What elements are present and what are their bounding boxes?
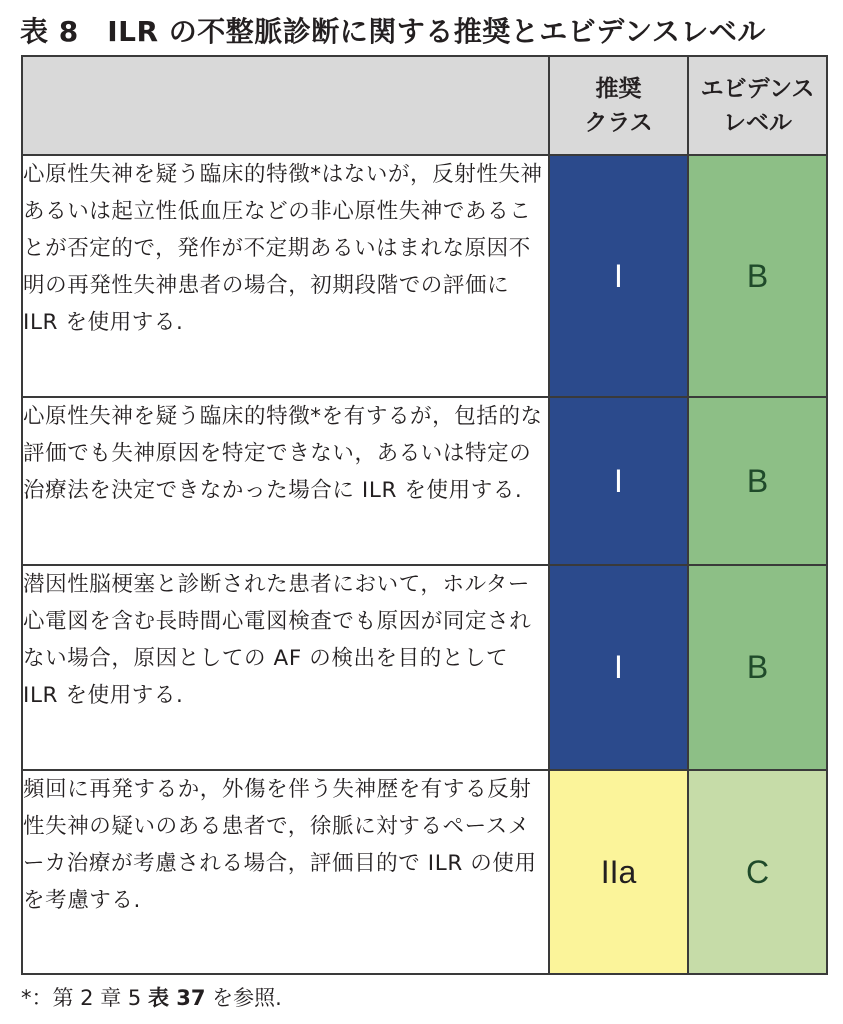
- row-class: I: [549, 155, 688, 397]
- row-description: 潜因性脳梗塞と診断された患者において，ホルター心電図を含む長時間心電図検査でも原因が同定されない場合，原因としての AF の検出を目的として ILR を使用する.: [22, 565, 549, 770]
- table-row: [22, 770, 827, 974]
- row-description: 心原性失神を疑う臨床的特徴*を有するが，包括的な評価でも失神原因を特定できない，あるいは特定の治療法を決定できなかった場合に ILR を使用する.: [22, 397, 549, 565]
- header-class-line2: クラス: [584, 109, 653, 136]
- table-row: [22, 397, 827, 565]
- table-row: [22, 565, 827, 770]
- row-class: IIa: [549, 770, 688, 974]
- row-evidence: B: [688, 155, 827, 397]
- header-evidence-line1: エビデンス: [700, 75, 815, 102]
- header-evidence-cell: [688, 56, 827, 155]
- recommendation-table: [21, 55, 828, 975]
- row-evidence: B: [688, 397, 827, 565]
- row-evidence: C: [688, 770, 827, 974]
- table-row: [22, 155, 827, 397]
- row-description: 心原性失神を疑う臨床的特徴*はないが，反射性失神あるいは起立性低血圧などの非心原性失神であることが否定的で，発作が不定期あるいはまれな原因不明の再発性失神患者の場合，初期段階での評価に ILR を使用する.: [22, 155, 549, 397]
- row-evidence: B: [688, 565, 827, 770]
- table-header-row: [22, 56, 827, 155]
- row-class: I: [549, 397, 688, 565]
- header-evidence-line2: レベル: [723, 109, 792, 136]
- footnote-suffix: を参照.: [205, 986, 282, 1010]
- footnote-prefix: *：第 2 章 5: [21, 986, 148, 1010]
- footnote-table-ref: 表 37: [147, 986, 206, 1010]
- table-title: 表 8 ILR の不整脈診断に関する推奨とエビデンスレベル: [20, 15, 766, 48]
- footnote: [21, 980, 282, 1016]
- row-description: 頻回に再発するか，外傷を伴う失神歴を有する反射性失神の疑いのある患者で，徐脈に対するペースメーカ治療が考慮される場合，評価目的で ILR の使用を考慮する.: [22, 770, 549, 974]
- header-class-cell: [549, 56, 688, 155]
- row-class: I: [549, 565, 688, 770]
- header-class-line1: 推奨: [595, 75, 642, 102]
- header-blank-cell: [22, 56, 549, 155]
